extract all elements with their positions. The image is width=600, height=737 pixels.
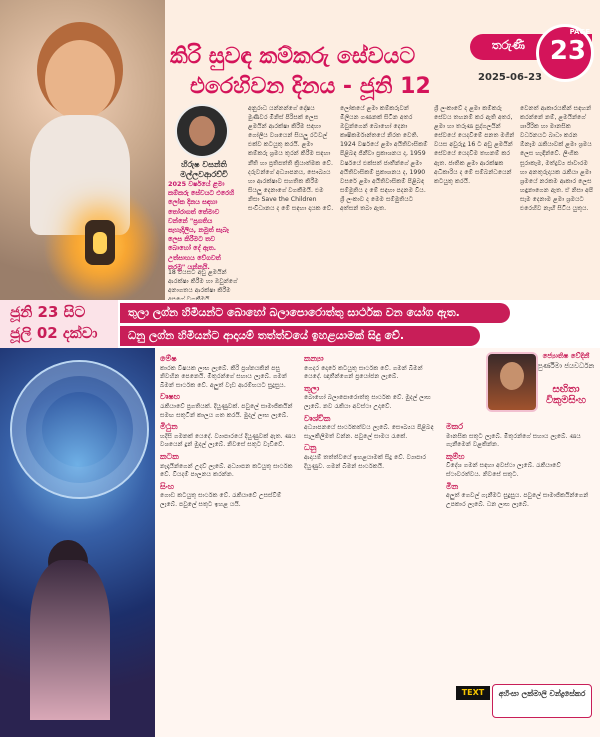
article-column-3: ශ්‍රී ලංකාවේ ද ළමා කම්කරු සේවය තහනම් කර ඇති අතර, ළමා හා තරුණ පුද්ගලයින් සේවයේ යෙදවීමේ පනත මගින් වයස අවුරුදු 16 ට අඩු ළමයින් සේවයේ යෙදවීම තහනම් කර ඇත. ජාතික ළමා ආරක්ෂක අධිකාරිය ද මේ සම්බන්ධයෙන් කටයුතු කරයි.	[434, 105, 515, 185]
horoscope-column-1	[160, 352, 298, 512]
article-column-1: අනුරාධ යන්නන්ගේ දෝෂය මුණිවර මිනිස් පිරිසක් ලෙස ළමයින් ආරක්ෂා කිරීම සඳහා ගෝලීය වශයෙන් සියලු රටවල් එක්ව කටයුතු කරයි. ළමා කම්කරු ශ්‍රමය තුරන් කිරීම සඳහා නීති හා ප්‍රතිපත්ති ක්‍රියාත්මක වේ. දරුවන්ගේ අධ්‍යාපනය, සෞඛ්‍යය හා ආරක්ෂාව සහතික කිරීම සියලු දෙනාගේ වගකීමයි. එම නිසා Save the Children සංවිධානය ද මේ සඳහා දායක වේ.	[248, 105, 334, 213]
sign-heading: මිථුන	[160, 422, 178, 432]
page-label: PAGE	[569, 28, 590, 36]
lantern-icon	[85, 220, 115, 265]
girl-body	[30, 115, 130, 235]
page-number: 23	[549, 36, 586, 66]
author-name: හිරුෂ වසන්ති මල්ලවආරච්චි	[180, 160, 228, 179]
footer-byline: අහිංසා ලක්මාලි චන්ද්‍රසේකර	[492, 684, 592, 718]
girl-lantern-photo	[0, 0, 165, 300]
article-intro: 2025 වර්ෂයේ ළමා කම්කරු සේවයට එරෙහි ලෝක දිනය සඳහා තෝරාගත් තේමාව වන්නේ "ප්‍රගතිය පැහැදිලිය, නමුත් සැබෑ ලෙස කිරීමට තව බොහෝ දේ ඇත. උත්සාහය වේගවත් කරමු" යන්නයි.	[168, 180, 235, 271]
sign-heading: කන්‍යා	[304, 354, 324, 363]
section-name: තරුණී	[491, 38, 525, 52]
article-title-line2: එරෙහිවන දිනය - ජූනි 12	[190, 74, 431, 99]
text-logo: TEXT	[456, 686, 490, 700]
sign-text: රැකියාවේ ප්‍රගතියක්. දියුණුවක්. පවුලේ සාමාජිකයින් සමඟ සතුටින් කාලය ගත කරයි. මුදල් ලාභ ලැබේ.	[160, 402, 293, 419]
sign-heading: කටක	[160, 451, 179, 461]
sign-text: ආදායම් තත්ත්වයේ ඉහළයාමක් සිදු වේ. ව්‍යාපාර දියුණුව. ගමන් බිමන් සාර්ථකයි.	[304, 453, 427, 470]
sign-heading: ධනු	[304, 443, 317, 453]
sign-text: කාරක විෂයක ලාභ ලැබේ. කිරි ප්‍රශ්නයකින් පසු නිවහින පෙනෙයි. මිතුරන්ගේ සහාය ලැබේ. ගමන් බිමන් සාර්ථක වේ. අලුත් වැඩ ආරම්භයට සුදුසුය.	[160, 364, 287, 389]
sign-heading: මේෂ	[160, 354, 177, 363]
sign-heading: මීන	[446, 481, 459, 491]
sign-text: මානසික සතුට ලැබේ. මිතුරන්ගේ සහාය ලැබේ. ණය ගැනීමෙන් වළකින්න.	[446, 432, 581, 449]
sign-heading: වෘශ්චික	[304, 413, 331, 423]
zodiac-wheel-icon	[10, 360, 149, 499]
sign-heading: සිංහ	[160, 481, 175, 491]
sign-heading: තුලා	[304, 383, 320, 393]
sign-heading: වෘෂභ	[160, 392, 181, 402]
sign-heading: කුම්භ	[446, 451, 465, 461]
sign-text: බොහෝ බලාපොරොත්තු සාර්ථක වේ. මුදල් ලාභ ලැබේ. නව රැකියා අවස්ථා උදාවේ.	[304, 394, 431, 410]
banner-date-from: ජූනි 23 සිට	[10, 303, 86, 321]
sign-text: හදිසි ගමනක් යෙදේ. ව්‍යාපාරයේ දියුණුවක් ඇත. ණය වශයෙන් දුන් මුදල් ලැබේ. නිවසේ සතුට වැඩිවේ.	[160, 432, 296, 449]
sign-text: විදේශ ගමන් සඳහා අවස්ථා ලැබේ. රැකියාවේ ස්ථාවරත්වය. නිවසේ සතුට.	[446, 462, 561, 478]
sign-text: ගොඩ කටයුතු සාර්ථක වේ. රැකියාවේ උසස්වීම් ලැබේ. පවුලේ සතුට ඉහළ යයි.	[160, 492, 282, 508]
article-lead: 18 වයසට අඩු ළමයින් ආරක්ෂා කිරීම හා ඔවුන්ගේ අනාගතය ආරක්ෂා කිරීම	[168, 269, 238, 294]
horoscope-column-2	[304, 352, 440, 473]
girl-head	[45, 40, 115, 120]
woman-figure	[30, 560, 110, 720]
astrologer-name: පුර්ණිමා ජයවර්ධන	[537, 362, 595, 370]
banner-highlight-1: තුලා ලග්න හිමියන්ට බොහෝ බලාපොරොත්තු සාර්ථක වන යෝග ඇත.	[120, 303, 510, 323]
sign-heading: මකර	[446, 422, 464, 431]
banner-highlight-2: ධනු ලග්න හිමියන්ට ආදායම් තත්ත්වයේ ඉහළයාමක් සිදු වේ.	[120, 326, 480, 346]
sign-text: නෑදෑයින්ගෙන් උදව් ලැබේ. අධ්‍යාපන කටයුතු සාර්ථක වේ. වියදම් පාලනය කරන්න.	[160, 462, 293, 479]
astrologer-avatar	[486, 352, 538, 412]
article-title-line1: කිරි සුවඳ කම්කරු සේවයට	[170, 44, 416, 69]
banner-date-to: ජූලි 02 දක්වා	[10, 324, 98, 342]
sign-text: ගෙදර දොරේ කටයුතු සාර්ථක වේ. ගමන් බිමන් යෙදේ. ඥාතීන්ගෙන් ප්‍රයෝජන ලැබේ.	[304, 364, 423, 381]
astrologer-role: ජ්‍යොතිෂ වේදිනී	[542, 352, 590, 360]
sign-text: අලුත් ගෙවල් ගැනීමට සුදුසුය. පවුලේ සාමාජිකයින්ගෙන් උපකාර ලැබේ. ධන ලාභ ලැබේ.	[446, 492, 589, 508]
sign-text: අධ්‍යාපනයේ සාර්ථකත්වය ලැබේ. සෞඛ්‍යය පිළිබඳ සැලකිලිමත් වන්න. පවුලේ සාමය රැකේ.	[304, 424, 434, 440]
issue-date: 2025-06-23	[478, 72, 542, 83]
article-column-2: ලෝකයේ ළමා කම්කරුවන් මිලියන ගණනක් සිටින අතර ඔවුන්ගෙන් බොහෝ දෙනා කෘෂිකර්මාන්තයේ නිරත වෙති. 1924 වර්ෂයේ ළමා අයිතිවාසිකම් පිළිබඳ ජිනීවා ප්‍රකාශනය ද, 1959 වර්ෂයේ එක්සත් ජාතීන්ගේ ළමා අයිතිවාසිකම් ප්‍රකාශනය ද, 1990 වසරේ ළමා අයිතිවාසිකම් පිළිබඳ සම්මුතිය ද මේ සඳහා පදනම විය. ශ්‍රී ලංකාව ද මෙම සම්මුතියට අත්සන් තබා ඇත.	[340, 105, 428, 213]
astrologer-short-name: සඟිතා විකුමසිංහ	[545, 384, 587, 406]
article-column-4: වෙනත් ආකාරයකින් සඳහන් කරන්නේ නම්, ළමයින්ගේ ශාරීරික හා මානසික වර්ධනයට බාධා කරන ඕනෑම රැකියාවක් ළමා ශ්‍රමය ලෙස හැඳින්වේ. ලිංගික සූරාකෑම, මත්ද්‍රව්‍ය ජාවාරම හා අනතුරුදායක රැකියා ළමා ශ්‍රමයේ නරකම ආකාර ලෙස හඳුනාගෙන ඇත. ඒ නිසා අපි සැම දෙනාම ළමා ශ්‍රමයට එරෙහිව නැඟී සිටිය යුතුය.	[520, 105, 594, 213]
author-avatar	[175, 104, 229, 158]
horoscope-column-3	[446, 420, 594, 511]
